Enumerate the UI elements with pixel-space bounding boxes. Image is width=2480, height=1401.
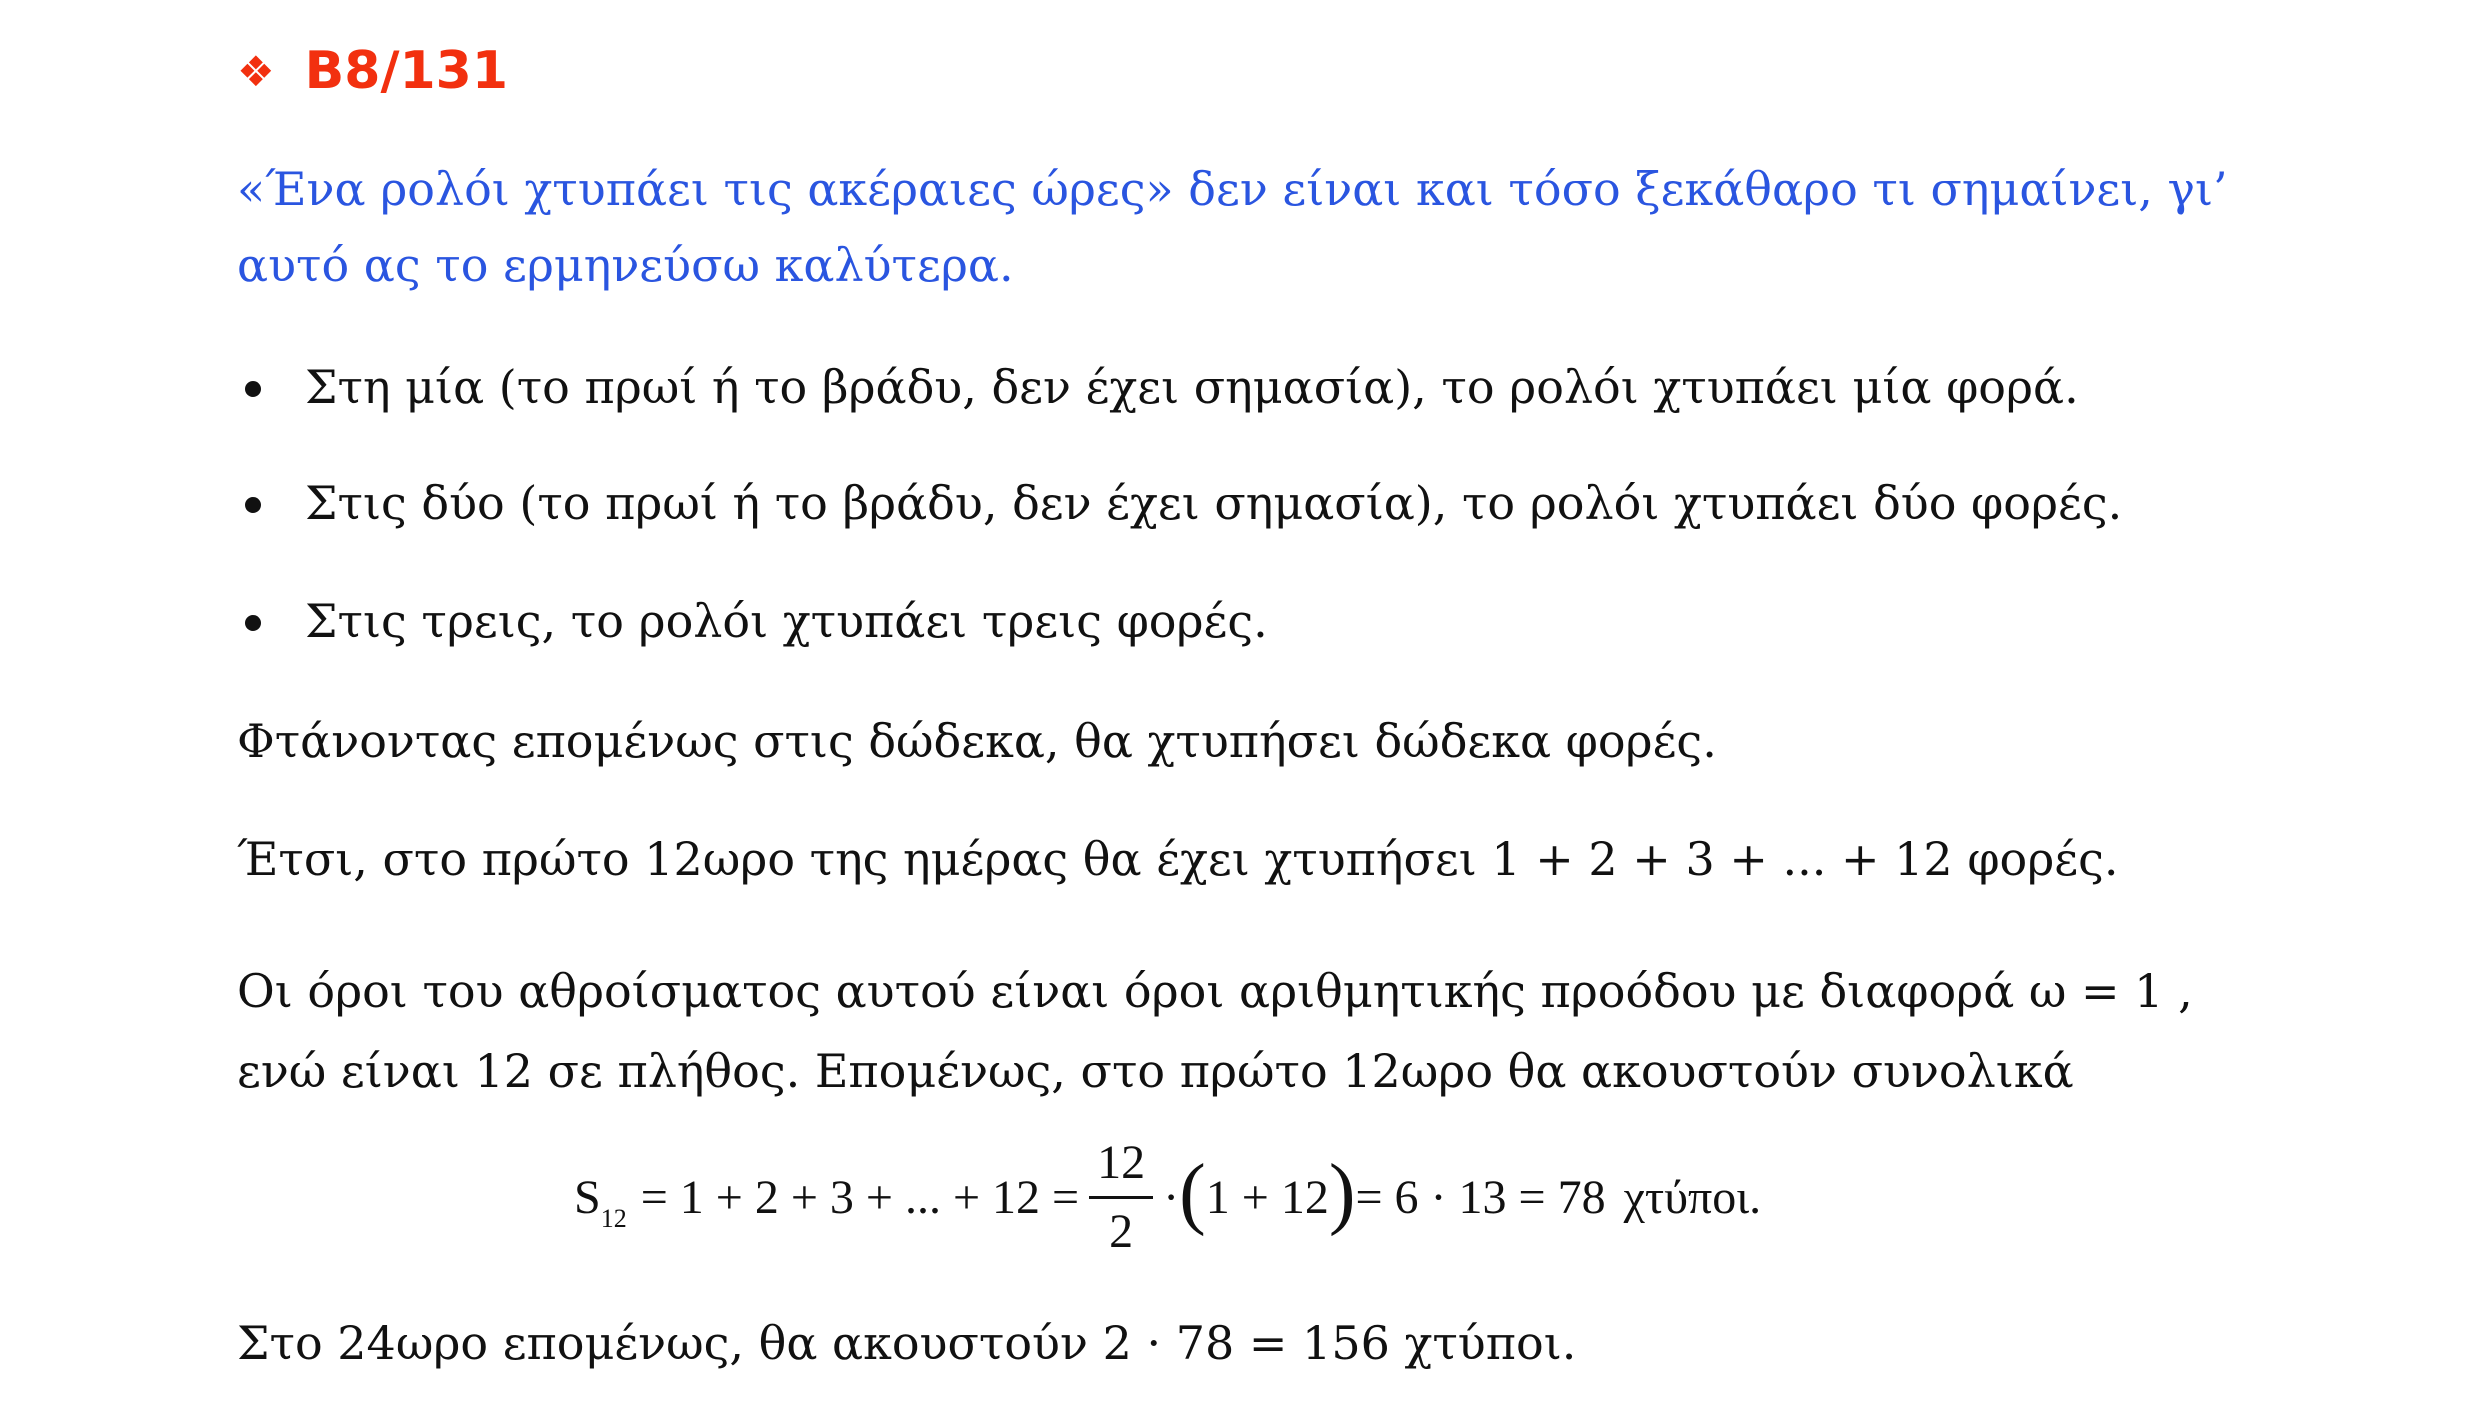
paragraph-arithmetic-line-1: Οι όροι του αθροίσματος αυτού είναι όροι αριθμητικής προόδου με διαφορά ω = 1 , (237, 964, 2193, 1018)
bullet-dot-1 (245, 381, 261, 397)
sum-formula (574, 1122, 1761, 1272)
formula-fraction (1089, 1136, 1153, 1259)
formula-inner: 1 + 12 (1205, 1170, 1329, 1224)
formula-result: = 6 · 13 = 78 (1355, 1170, 1606, 1224)
formula-unit: χτύποι. (1623, 1170, 1762, 1224)
formula-close-paren: ) (1328, 1149, 1356, 1237)
bullet-item-3: Στις τρεις, το ρολόι χτυπάει τρεις φορές. (305, 594, 1268, 648)
fraction-numerator: 12 (1089, 1136, 1153, 1199)
formula-subscript: 12 (600, 1204, 627, 1233)
paragraph-twelve: Φτάνοντας επομένως στις δώδεκα, θα χτυπήσει δώδεκα φορές. (237, 714, 1717, 768)
paragraph-24h: Στο 24ωρο επομένως, θα ακουστούν 2 · 78 = 156 χτύποι. (237, 1316, 1577, 1370)
bullet-item-2: Στις δύο (το πρωί ή το βράδυ, δεν έχει σημασία), το ρολόι χτυπάει δύο φορές. (305, 476, 2123, 530)
exercise-title: Β8/131 (304, 41, 509, 101)
bullet-dot-2 (245, 497, 261, 513)
intro-line-1: «Ένα ρολόι χτυπάει τις ακέραιες ώρες» δεν είναι και τόσο ξεκάθαρο τι σημαίνει, γι’ (237, 162, 2228, 216)
formula-sum: = 1 + 2 + 3 + ... + 12 = (640, 1170, 1080, 1224)
formula-symbol: S (574, 1170, 601, 1224)
diamond-icon: ❖ (237, 46, 275, 96)
intro-line-2: αυτό ας το ερμηνεύσω καλύτερα. (237, 238, 1014, 292)
paragraph-first-12h: Έτσι, στο πρώτο 12ωρο της ημέρας θα έχει χτυπήσει 1 + 2 + 3 + ... + 12 φορές. (237, 832, 2119, 886)
paragraph-arithmetic-line-2: ενώ είναι 12 σε πλήθος. Επομένως, στο πρώτο 12ωρο θα ακουστούν συνολικά (237, 1044, 2074, 1098)
formula-dot: · (1163, 1170, 1180, 1224)
exercise-heading (237, 36, 508, 106)
fraction-denominator: 2 (1109, 1204, 1134, 1258)
bullet-dot-3 (245, 615, 261, 631)
formula-open-paren: ( (1179, 1149, 1206, 1237)
bullet-item-1: Στη μία (το πρωί ή το βράδυ, δεν έχει σημασία), το ρολόι χτυπάει μία φορά. (305, 360, 2079, 414)
